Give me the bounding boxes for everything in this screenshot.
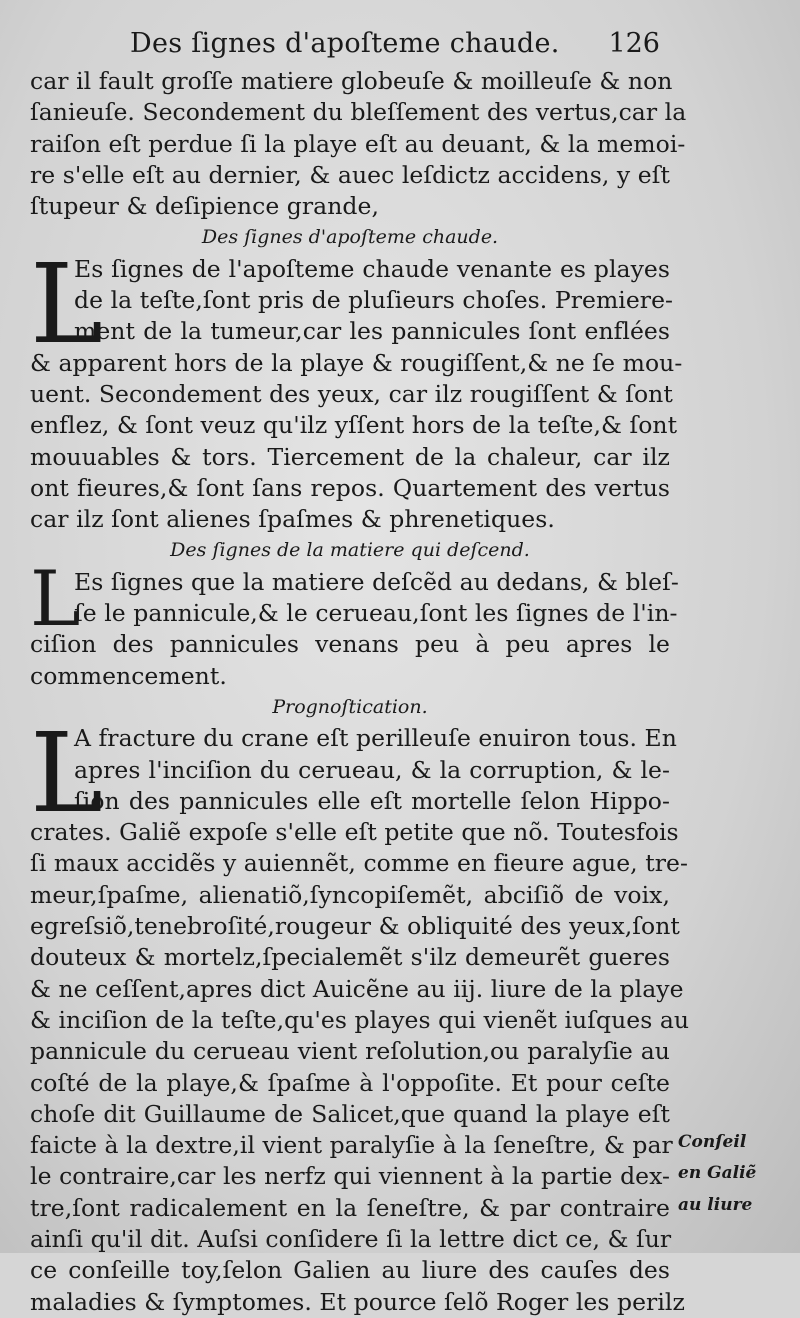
- text-line: ſe le pannicule,& le cerueau,ſont les ſignes de l'in-: [74, 599, 678, 628]
- text-line: coſté de la playe,& ſpaſme à l'oppoſite. Et pour ceſte: [30, 1068, 670, 1097]
- text-line: ainſi qu'il dit. Auſsi conſidere ſi la lettre dict ce, & ſur: [30, 1224, 672, 1253]
- text-line: uent. Secondement des yeux, car ilz rougiſſent & ſont: [30, 379, 673, 408]
- text-line: douteux & mortelz,ſpecialemẽt s'ilz demeurẽt gueres: [30, 943, 670, 972]
- text-line: ſtupeur & deſipience grande,: [30, 192, 379, 221]
- text-line: meur,ſpaſme, alienatiõ,ſyncopiſemẽt, abciſiõ de voix,: [30, 880, 670, 909]
- text-line: de la teſte,ſont pris de pluſieurs choſes. Premiere-: [74, 286, 674, 315]
- text-line: maladies & ſymptomes. Et pource ſelõ Roger les perilz: [30, 1287, 685, 1316]
- text-line: tre,ſont radicalement en la ſeneſtre, & par contraire: [30, 1193, 670, 1222]
- margin-note: en Galiẽ: [678, 1163, 757, 1184]
- text-line: raiſon eſt perdue ſi la playe eſt au deuant, & la memoi-: [30, 129, 686, 158]
- text-line: commencement.: [30, 661, 227, 690]
- text-line: ce conſeille toy,ſelon Galien au liure des cauſes des: [30, 1256, 670, 1285]
- text-line: faicte à la dextre,il vient paralyſie à la ſeneſtre, & par: [30, 1131, 673, 1160]
- text-line: mouuables & tors. Tiercement de la chaleur, car ilz: [30, 442, 670, 471]
- text-line: Es ſignes que la matiere deſcẽd au dedans, & bleſ-: [74, 567, 679, 596]
- drop-cap: L: [30, 553, 81, 643]
- text-line: enflez, & ſont veuz qu'ilz yſſent hors de la teſte,& ſont: [30, 411, 678, 440]
- text-line: ciſion des pannicules venans peu à peu apres le: [30, 630, 670, 659]
- text-line: crates. Galiẽ expoſe s'elle eſt petite que nõ. Toutesfois: [30, 818, 679, 847]
- text-line: apres l'inciſion du cerueau, & la corruption, & le-: [74, 755, 670, 784]
- text-line: ont fieures,& ſont ſans repos. Quartement des vertus: [30, 473, 670, 502]
- margin-note: Conſeil: [678, 1132, 747, 1152]
- text-line: egreſsiõ,tenebroſité,rougeur & obliquité des yeux,ſont: [30, 912, 680, 941]
- text-line: car il fault groſſe matiere globeuſe & moilleuſe & non: [30, 67, 673, 95]
- section-heading-apostume: Des ſignes d'apoſteme chaude.: [201, 226, 499, 249]
- section-matiere: [30, 553, 679, 692]
- text-line: pannicule du cerueau vient reſolution,ou paralyſie au: [30, 1037, 670, 1066]
- text-line: & inciſion de la teſte,qu'es playes qui vienẽt iuſques au: [30, 1005, 690, 1034]
- text-line: A fracture du crane eſt perilleuſe enuiron tous. En: [74, 724, 677, 753]
- section-prognostication: [30, 709, 690, 1318]
- page-number: 126: [608, 28, 660, 59]
- text-line: ment de la tumeur,car les pannicules ſont enflées: [74, 317, 670, 346]
- drop-cap: L: [30, 709, 104, 838]
- drop-cap: L: [30, 239, 104, 368]
- intro-paragraph: [30, 66, 687, 222]
- page-header: [30, 20, 660, 64]
- text-line: ſion des pannicules elle eſt mortelle ſelon Hippo-: [74, 786, 670, 815]
- text-line: Es ſignes de l'apoſteme chaude venante es playes: [74, 254, 670, 283]
- section-heading-matiere: Des ſignes de la matiere qui deſcend.: [170, 539, 530, 562]
- text-line: & apparent hors de la playe & rougiſſent,& ne ſe mou-: [30, 348, 683, 377]
- text-line: re s'elle eſt au dernier, & auec leſdictz accidens, y eſt: [30, 160, 670, 189]
- text-line: ſi maux accidẽs y auiennẽt, comme en fieure ague, tre-: [30, 849, 688, 878]
- text-line: choſe dit Guillaume de Salicet,que quand la playe eſt: [30, 1099, 670, 1128]
- text-line: ſanieuſe. Secondement du bleſſement des vertus,car la: [30, 98, 687, 127]
- text-line: & ne ceſſent,apres dict Auicẽne au iij. liure de la playe: [30, 974, 684, 1003]
- page-body: [30, 66, 690, 1318]
- margin-notes: [678, 1127, 798, 1221]
- text-line: car ilz ſont alienes ſpaſmes & phrenetiques.: [30, 505, 555, 534]
- section-heading-prognostication: Prognoſtication.: [272, 695, 428, 718]
- running-title: Des ſignes d'apoſteme chaude.: [130, 28, 560, 59]
- text-line: le contraire,car les nerfz qui viennent à la partie dex-: [30, 1162, 670, 1191]
- section-apostume: [30, 239, 683, 536]
- margin-note: au liure: [678, 1194, 753, 1215]
